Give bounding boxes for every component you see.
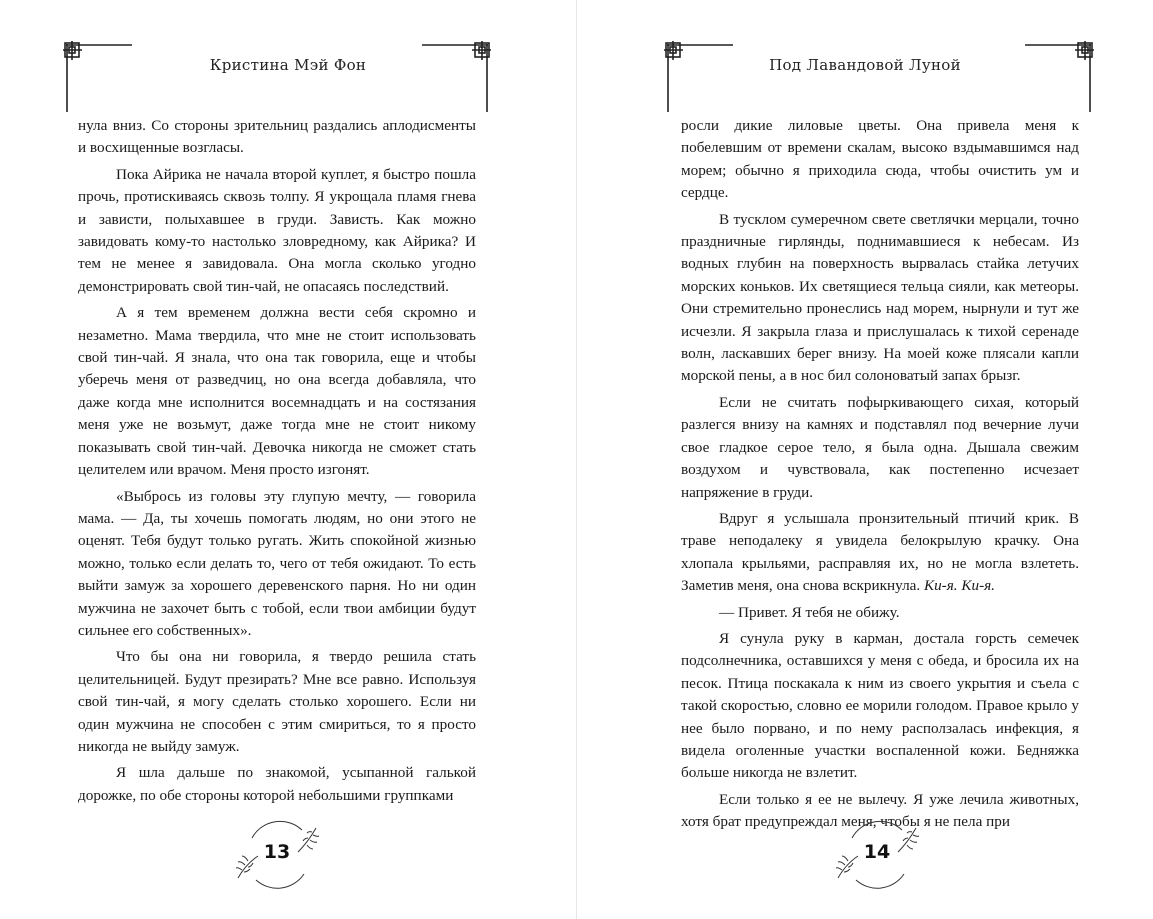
paragraph: «Выбрось из головы эту глупую мечту, — говорила мама. — Да, ты хочешь помогать людям, но они этого не оценят. Тебя будут только ругать. Жить спокойной жизнью можно, только если делать то, чего от тебя ожидают. То есть выйти замуж за хорошего деревенского парня. Но ни один мужчина не захочет быть с тобой, если твои амбиции будут сильнее его собственных». [78,487,476,639]
page-number: 13 [263,841,291,863]
paragraph: В тусклом сумеречном свете светлячки мерцали, точно праздничные гирлянды, поднимавшиеся к небесам. Из водных глубин на поверхность вырвалась стайка летучих морских коньков. Их светящиеся тельца сияли, как метеоры. Они стремительно пронеслись над морем, нырнули и тут же исчезли. Я закрыла глаза и прислушалась к тихой серенаде волн, ласкавших берег внизу. На моей коже плясали капли морской пены, а в нос бил солоноватый запах брызг. [681,210,1079,385]
corner-ornament-icon [62,40,134,114]
body-text [681,115,1079,834]
paragraph: Я сунула руку в карман, достала горсть семечек подсолнечника, оставшихся у меня с обеда, и бросила их на песок. Птица поскакала к ним из своего укрытия и съела с такой скоростью, словно ее морили голодом. Правое крыло у нее было порвано, и по нему расползалась инфекция, я видела оголенные участки воспаленной кожи. Бедняжка больше никогда не взлетит. [681,629,1079,782]
paragraph: росли дикие лиловые цветы. Она привела меня к побелевшим от времени скалам, высоко вздымавшимся над морем; обычно я приходила сюда, чтобы очистить ум и сердце. [681,117,1079,202]
dialogue-line: — Привет. Я тебя не обижу. [719,603,900,621]
corner-ornament-icon [420,40,492,114]
left-page [0,0,576,919]
paragraph: Пока Айрика не начала второй куплет, я быстро пошла прочь, протискиваясь сквозь толпу. Я укрощала пламя гнева и зависти, полыхавшее в груди. Зависть. Как можно завидовать кому-то настолько зловредному, как Айрика? И тем не менее я завидовала. Она могла сколько угодно демонстрировать свой тин-чай, не опасаясь последствий. [78,165,476,295]
paragraph: А я тем временем должна вести себя скромно и незаметно. Мама твердила, что мне не стоит использовать свой тин-чай. Я знала, что она так говорила, еще и чтобы уберечь меня от разведчиц, но она всегда добавляла, что даже когда мне исполнится восемнадцать и на состязания меня уже не возьмут, даже тогда мне не стоит никому показывать свой тин-чай. Девочка никогда не сможет стать целителем или врачом. Меня просто изгонят. [78,304,476,479]
paragraph: Если только я ее не вылечу. Я уже лечила животных, хотя брат предупреждал меня, чтобы я не пела при [681,790,1079,831]
paragraph: нула вниз. Со стороны зрительниц раздались аплодисменты и восхищенные возгласы. [78,117,476,157]
paragraph [681,508,1079,598]
corner-ornament-icon [1023,40,1095,114]
body-text [78,115,476,807]
paragraph: Что бы она ни говорила, я твердо решила стать целительницей. Будут презирать? Мне все равно. Используя свой тин-чай, я могу сделать столько хорошего. Если ни один мужчина не способен с этим смириться, то я просто никогда не выйду замуж. [78,648,476,755]
page-number: 14 [863,841,891,863]
running-head-author: Кристина Мэй Фон [209,56,367,74]
running-head-title: Под Лавандовой Луной [769,56,961,74]
paragraph-text: Вдруг я услышала пронзительный птичий крик. В траве неподалеку я увидела белокрылую крачку. Она хлопала крыльями, расправляя их, но не могла взлететь. Заметив меня, она снова вскрикнула. [681,509,1079,595]
paragraph: Я шла дальше по знакомой, усыпанной галькой дорожке, по обе стороны которой небольшими группками [78,764,476,804]
corner-ornament-icon [663,40,735,114]
page-number-badge [832,808,922,898]
right-page [577,0,1153,919]
paragraph: Если не считать пофыркивающего сихая, который разлегся внизу на камнях и подставлял под вечерние лучи свое гладкое серое тело, я была одна. Дышала свежим воздухом и чувствовала, как постепенно исчезает напряжение в груди. [681,393,1079,501]
bird-cry: Ки-я. Ки-я. [924,577,995,595]
page-number-badge [232,808,322,898]
